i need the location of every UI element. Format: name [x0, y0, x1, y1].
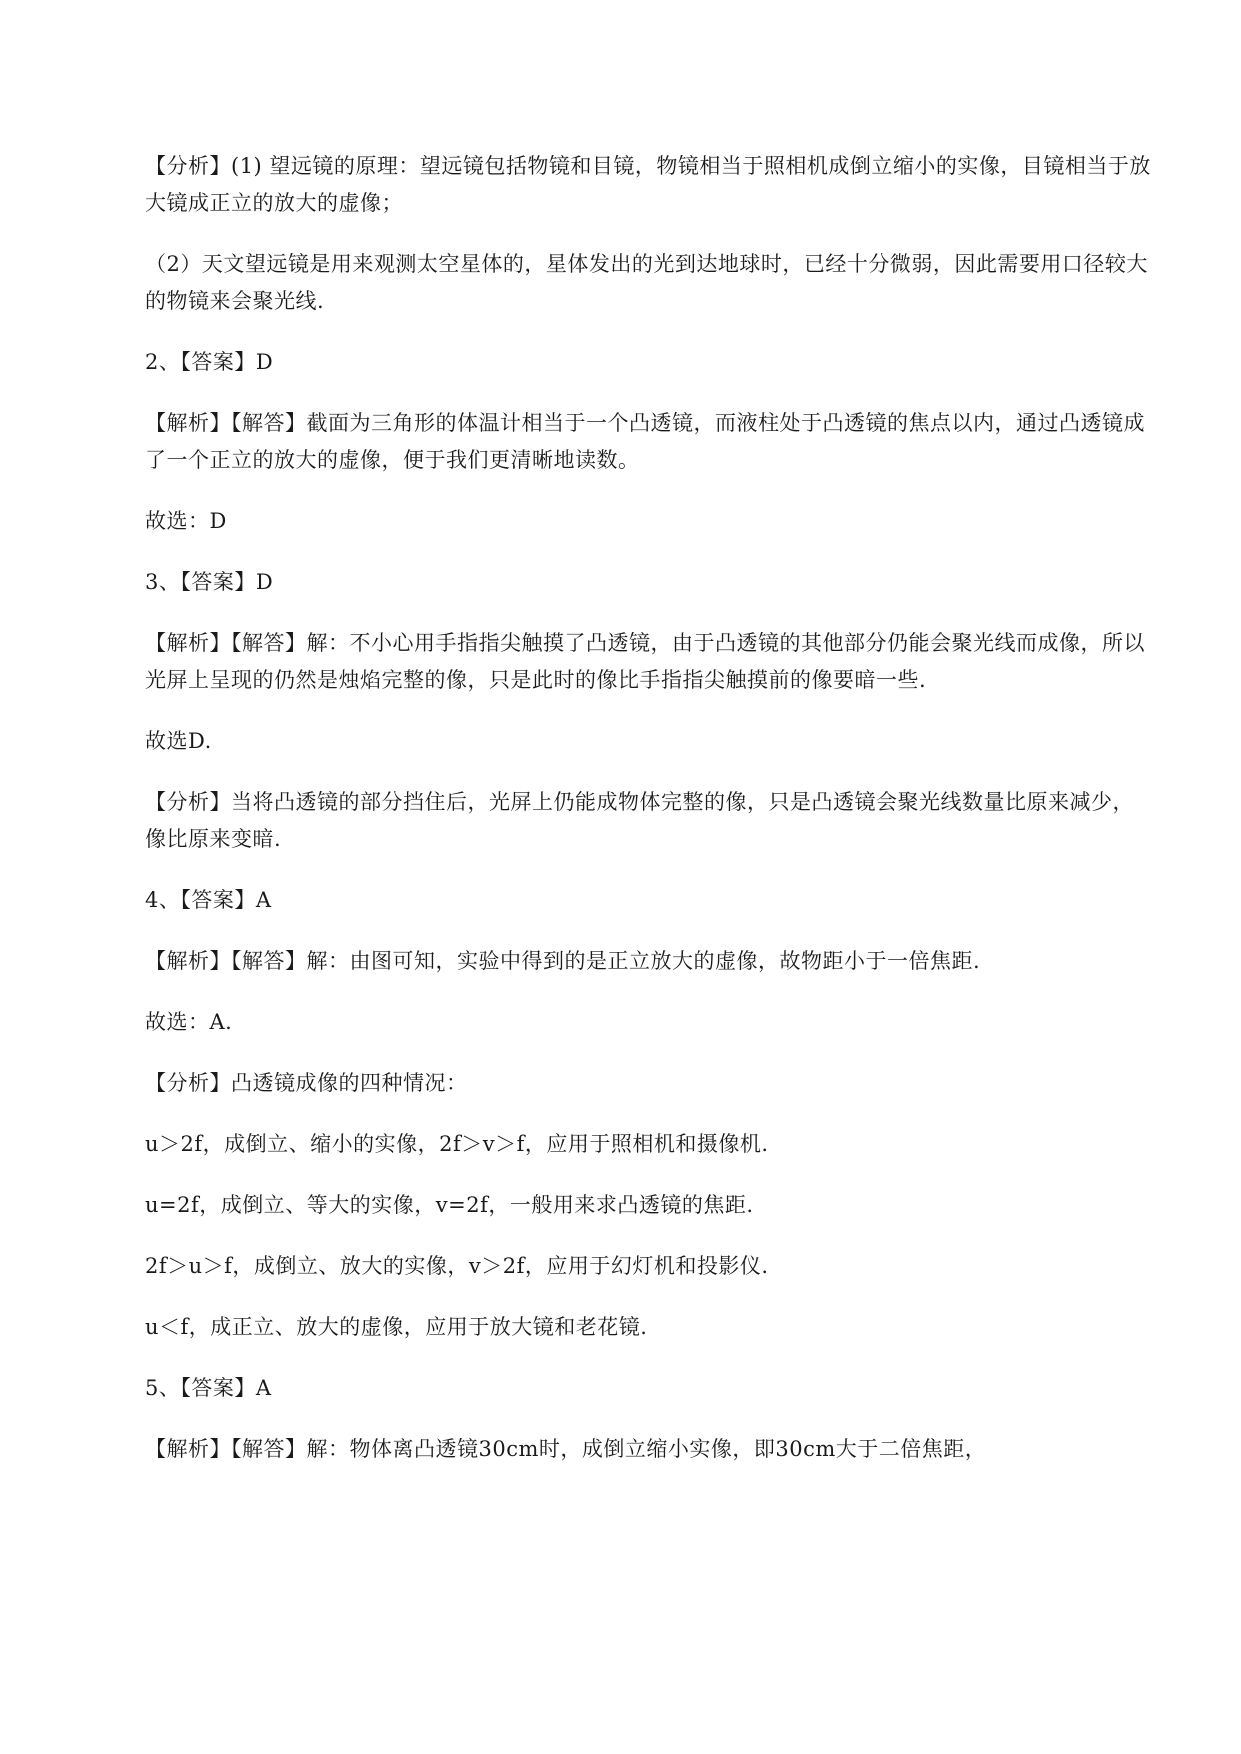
explanation-3: 【解析】【解答】解：不小心用手指指尖触摸了凸透镜，由于凸透镜的其他部分仍能会聚光线而成像，所以光屏上呈现的仍然是烛焰完整的像，只是此时的像比手指指尖触摸前的像要暗一些. [145, 631, 1145, 692]
document-page [145, 148, 1155, 1492]
analysis-3: 【分析】当将凸透镜的部分挡住后，光屏上仍能成物体完整的像，只是凸透镜会聚光线数量比原来减少，像比原来变暗. [145, 790, 1134, 851]
explanation-2: 【解析】【解答】截面为三角形的体温计相当于一个凸透镜，而液柱处于凸透镜的焦点以内，通过凸透镜成了一个正立的放大的虚像，便于我们更清晰地读数。 [145, 411, 1145, 472]
imaging-case-2: u=2f，成倒立、等大的实像，v=2f，一般用来求凸透镜的焦距. [145, 1193, 754, 1217]
imaging-case-4: u＜f，成正立、放大的虚像，应用于放大镜和老花镜. [145, 1315, 648, 1339]
analysis-telescope-principle: 【分析】(1) 望远镜的原理：望远镜包括物镜和目镜，物镜相当于照相机成倒立缩小的实像，目镜相当于放大镜成正立的放大的虚像； [145, 154, 1151, 215]
choice-2: 故选：D [145, 509, 227, 533]
imaging-case-1: u＞2f，成倒立、缩小的实像，2f＞v＞f，应用于照相机和摄像机. [145, 1132, 769, 1156]
answer-4: 4、【答案】A [145, 888, 272, 912]
choice-3: 故选D. [145, 729, 212, 753]
imaging-case-3: 2f＞u＞f，成倒立、放大的实像，v＞2f，应用于幻灯机和投影仪. [145, 1254, 769, 1278]
choice-4: 故选：A. [145, 1010, 233, 1034]
explanation-4: 【解析】【解答】解：由图可知，实验中得到的是正立放大的虚像，故物距小于一倍焦距. [145, 949, 981, 973]
analysis-astronomical-telescope: （2）天文望远镜是用来观测太空星体的，星体发出的光到达地球时，已经十分微弱，因此需要用口径较大的物镜来会聚光线. [145, 252, 1148, 313]
answer-5: 5、【答案】A [145, 1376, 272, 1400]
analysis-4-heading: 【分析】凸透镜成像的四种情况： [145, 1071, 468, 1095]
answer-2: 2、【答案】D [145, 350, 274, 374]
answer-3: 3、【答案】D [145, 570, 274, 594]
explanation-5: 【解析】【解答】解：物体离凸透镜30cm时，成倒立缩小实像，即30cm大于二倍焦距， [145, 1437, 987, 1461]
